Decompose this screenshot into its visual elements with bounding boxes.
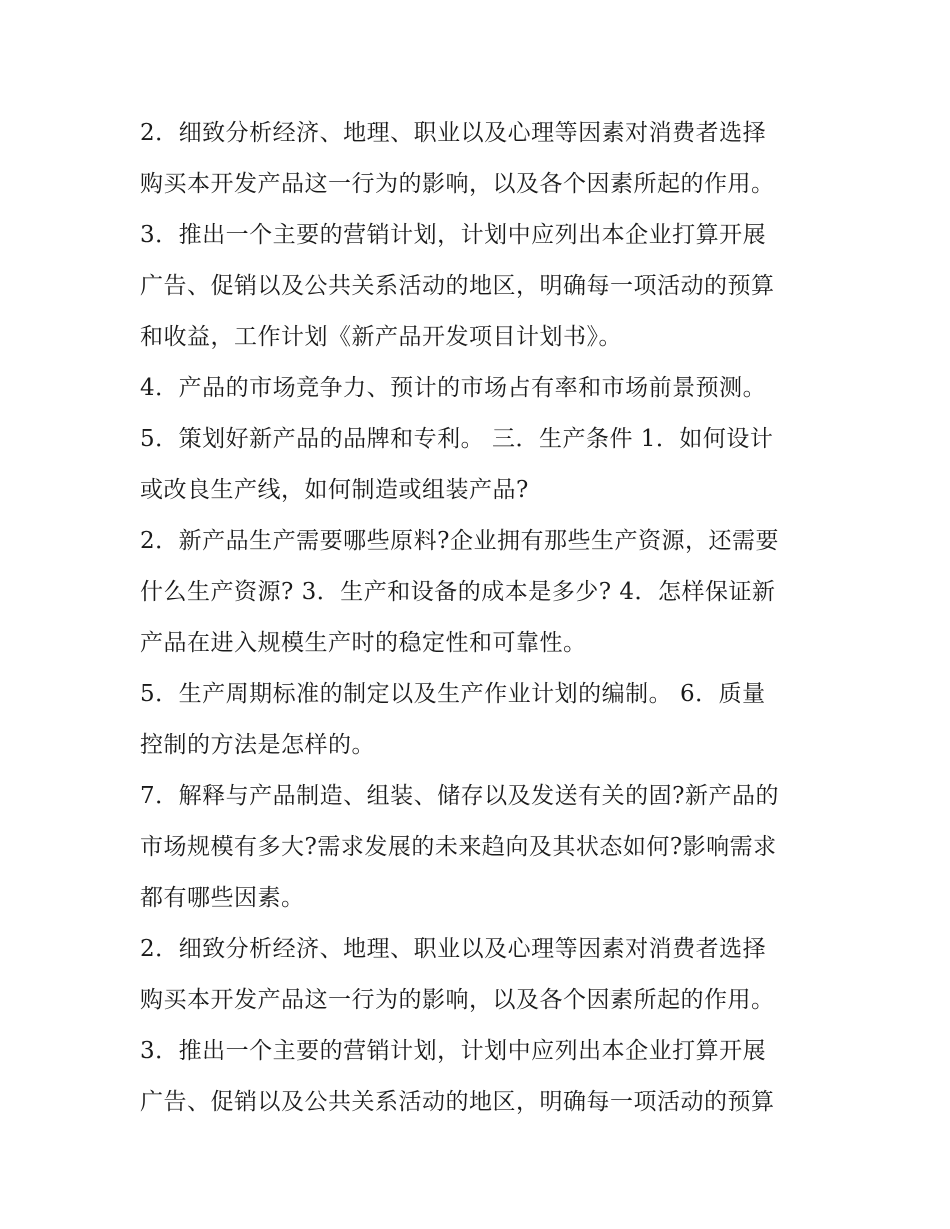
text-line: 2．细致分析经济、地理、职业以及心理等因素对消费者选择	[140, 120, 767, 146]
text-line: 2．新产品生产需要哪些原料?企业拥有那些生产资源，还需要	[140, 528, 779, 554]
text-line: 广告、促销以及公共关系活动的地区，明确每一项活动的预算	[140, 1089, 775, 1115]
text-line: 2．细致分析经济、地理、职业以及心理等因素对消费者选择	[140, 936, 767, 962]
text-line: 控制的方法是怎样的。	[140, 732, 375, 758]
text-line: 都有哪些因素。	[140, 885, 305, 911]
text-line: 4．产品的市场竞争力、预计的市场占有率和市场前景预测。	[140, 375, 767, 401]
text-line: 3．推出一个主要的营销计划，计划中应列出本企业打算开展	[140, 222, 767, 248]
text-line: 5．生产周期标准的制定以及生产作业计划的编制。 6．质量	[140, 681, 766, 707]
text-line: 或改良生产线，如何制造或组装产品?	[140, 477, 529, 503]
text-line: 3．推出一个主要的营销计划，计划中应列出本企业打算开展	[140, 1038, 767, 1064]
text-line: 购买本开发产品这一行为的影响，以及各个因素所起的作用。	[140, 987, 775, 1013]
document-body	[140, 108, 830, 1128]
text-line: 7．解释与产品制造、组装、储存以及发送有关的固?新产品的	[140, 783, 779, 809]
text-line: 产品在进入规模生产时的稳定性和可靠性。	[140, 630, 587, 656]
text-line: 市场规模有多大?需求发展的未来趋向及其状态如何?影响需求	[140, 834, 777, 860]
text-line: 和收益，工作计划《新产品开发项目计划书》。	[140, 324, 622, 350]
text-line: 5．策划好新产品的品牌和专利。 三．生产条件 1．如何设计	[140, 426, 774, 452]
text-line: 广告、促销以及公共关系活动的地区，明确每一项活动的预算	[140, 273, 775, 299]
text-line: 什么生产资源? 3．生产和设备的成本是多少? 4．怎样保证新	[140, 579, 776, 605]
text-line: 购买本开发产品这一行为的影响，以及各个因素所起的作用。	[140, 171, 775, 197]
